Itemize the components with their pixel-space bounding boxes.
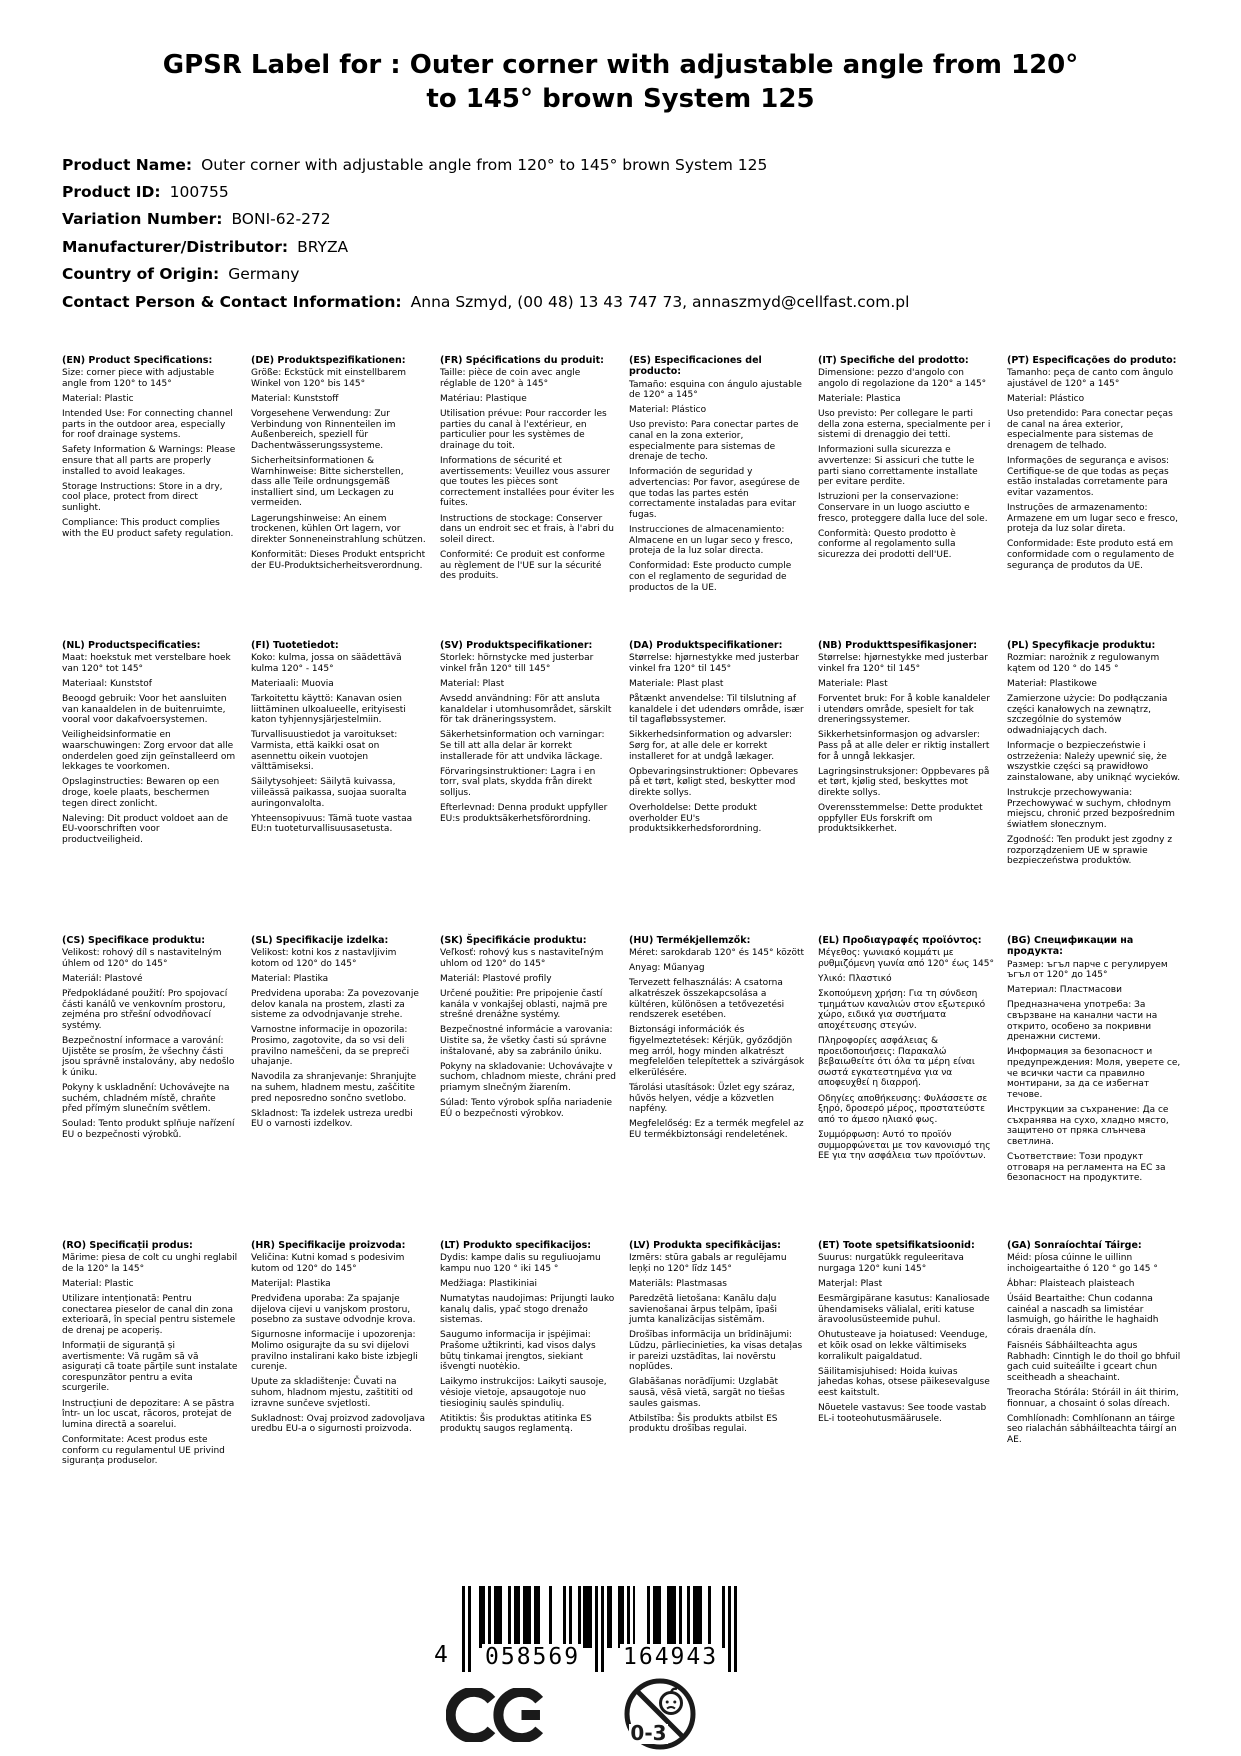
spec-cell <box>1007 640 1183 935</box>
spec-paragraph: Materiale: Plast plast <box>629 678 724 689</box>
spec-cell <box>818 1240 994 1471</box>
spec-cell <box>62 1240 238 1471</box>
spec-paragraph: Predviđena uporaba: Za spajanje dijelova cijevi u vanjskom prostoru, posebno za sustave odvodnje krova. <box>251 1294 416 1326</box>
spec-paragraph: Dydis: kampe dalis su reguliuojamu kampu nuo 120 ° iki 145 ° <box>440 1253 601 1274</box>
spec-paragraph: Veiligheidsinformatie en waarschuwingen: Zorg ervoor dat alle onderdelen goed zijn geïnstalleerd om lekkages te voorkomen. <box>62 730 236 773</box>
spec-heading: (PL) Specyfikacje produktu: <box>1007 639 1156 651</box>
spec-paragraph: Säilitamisjuhised: Hoida kuivas jahedas kohas, otsese päikesevalguse eest kaitstult. <box>818 1366 990 1398</box>
spec-paragraph: Upute za skladištenje: Čuvati na suhom, hladnom mjestu, zaštititi od izravne sunčeve svjetlosti. <box>251 1377 413 1409</box>
product-info-label: Product Name: <box>62 155 193 174</box>
spec-paragraph: Medžiaga: Plastikiniai <box>440 1278 537 1289</box>
spec-paragraph: Materiał: Plastikowe <box>1007 678 1097 689</box>
spec-paragraph: Μέγεθος: γωνιακό κομμάτι με ρυθμιζόμενη γωνία από 120° έως 145° <box>818 948 994 969</box>
spec-paragraph: Drošības informācija un brīdinājumi: Lūdzu, pārliecinieties, ka visas detaļas ir pareizi uzstādītas, lai novērstu noplūdes. <box>629 1330 803 1373</box>
spec-paragraph: Uso previsto: Per collegare le parti della zona esterna, specialmente per i sistemi di drenaggio dei tetti. <box>818 409 991 441</box>
spec-paragraph: Sikkerhedsinformation og advarsler: Sørg for, at alle dele er korrekt installeret for at undgå lækager. <box>629 730 792 762</box>
spec-paragraph: Lagringsinstruksjoner: Oppbevares på et tørt, kjølig sted, beskyttes mot direkte sollys. <box>818 766 990 798</box>
spec-paragraph: Méid: píosa cúinne le uillinn inchoigeartaithe ó 120 ° go 145 ° <box>1007 1253 1158 1274</box>
spec-heading: (DE) Produktspezifikationen: <box>251 354 406 366</box>
spec-heading: (SL) Specifikacije izdelka: <box>251 934 389 946</box>
spec-heading: (HR) Specifikacije proizvoda: <box>251 1239 406 1251</box>
spec-paragraph: Størrelse: hjørnestykke med justerbar vinkel fra 120° til 145° <box>629 653 799 674</box>
barcode <box>434 1586 737 1672</box>
spec-paragraph: Comhlíonadh: Comhlíonann an táirge seo rialachán sábháilteachta táirgí an AE. <box>1007 1413 1177 1445</box>
ce-mark-icon <box>446 1688 550 1746</box>
spec-body <box>1007 368 1183 571</box>
spec-cell <box>251 355 427 640</box>
spec-body <box>251 368 427 571</box>
spec-paragraph: Größe: Eckstück mit einstellbarem Winkel von 120° bis 145° <box>251 368 407 389</box>
spec-cell <box>62 640 238 935</box>
spec-paragraph: Navodila za shranjevanje: Shranjujte na suhem, hladnem mestu, zaščitite pred neposredno sončno svetlobo. <box>251 1072 417 1104</box>
spec-paragraph: Pokyny k uskladnění: Uchovávejte na suchém, chladném místě, chraňte před přímým slunečním světlem. <box>62 1082 230 1115</box>
spec-body <box>629 1253 805 1435</box>
spec-cell <box>251 640 427 935</box>
spec-paragraph: Материал: Пластмасови <box>1007 985 1122 996</box>
baby-face-icon <box>661 1689 682 1714</box>
spec-paragraph: Zgodność: Ten produkt jest zgodny z rozporządzeniem UE w sprawie bezpieczeństwa produktów. <box>1007 834 1173 867</box>
spec-body <box>440 948 616 1119</box>
spec-cell <box>62 355 238 640</box>
spec-paragraph: Инструкции за съхранение: Да се съхранява на сухо, хладно място, защитено от пряка слънчева светлина. <box>1007 1104 1169 1147</box>
spec-paragraph: Tamaño: esquina con ángulo ajustable de 120° a 145° <box>629 379 802 401</box>
spec-paragraph: Materiale: Plast <box>818 678 888 689</box>
spec-paragraph: Paredzētā lietošana: Kanālu daļu savienošanai ārpus telpām, īpaši jumta kanalizācijas sistēmām. <box>629 1294 777 1326</box>
spec-paragraph: Съответствие: Този продукт отговаря на регламента на ЕС за безопасност на продуктите. <box>1007 1151 1166 1184</box>
spec-paragraph: Overholdelse: Dette produkt overholder EU's produktsikkerhedsforordning. <box>629 803 762 835</box>
spec-paragraph: Информация за безопасност и предупреждения: Моля, уверете се, че всички части са правилно монтирани, за да се избегнат течове. <box>1007 1047 1181 1100</box>
spec-paragraph: Instruções de armazenamento: Armazene em um lugar seco e fresco, proteja da luz solar direta. <box>1007 502 1178 535</box>
spec-paragraph: Yhteensopivuus: Tämä tuote vastaa EU:n tuoteturvallisuusasetusta. <box>251 813 413 835</box>
spec-paragraph: Úsáid Beartaithe: Chun codanna cainéal a nascadh sa limistéar lasmuigh, go háirithe le haghaidh córais draenála dín. <box>1007 1294 1159 1336</box>
spec-body <box>1007 1253 1183 1445</box>
spec-paragraph: Ohutusteave ja hoiatused: Veenduge, et kõik osad on lekke vältimiseks korralikult paigaldatud. <box>818 1330 988 1362</box>
spec-paragraph: Størrelse: hjørnestykke med justerbar vinkel fra 120° til 145° <box>818 653 988 674</box>
age-warning-0-3-icon <box>622 1676 698 1756</box>
spec-cell <box>629 935 805 1240</box>
spec-heading: (NB) Produkttspesifikasjoner: <box>818 639 978 651</box>
spec-paragraph: Material: Plástico <box>629 405 707 416</box>
spec-paragraph: Material: Plast <box>440 678 505 689</box>
spec-heading: (LV) Produkta specifikācijas: <box>629 1239 781 1251</box>
spec-cell <box>251 1240 427 1471</box>
spec-paragraph: Utilizare intenționată: Pentru conectarea pieselor de canal din zona exterioară, în special pentru sistemele de drenaj pe acoperiș. <box>62 1294 236 1336</box>
spec-paragraph: Instrucciones de almacenamiento: Almacene en un lugar seco y fresco, proteja de la luz solar directa. <box>629 524 793 557</box>
product-info-row <box>62 292 1241 313</box>
spec-paragraph: Safety Information & Warnings: Please ensure that all parts are properly installed to avoid leakages. <box>62 445 236 477</box>
barcode-right-digits: 164943 <box>620 1644 721 1670</box>
spec-paragraph: Atitiktis: Šis produktas atitinka ES produktų saugos reglamentą. <box>440 1413 592 1435</box>
spec-heading: (HU) Termékjellemzők: <box>629 934 751 946</box>
spec-paragraph: Conformidade: Este produto está em conformidade com o regulamento de segurança de produtos da UE. <box>1007 539 1175 571</box>
spec-paragraph: Informazioni sulla sicurezza e avvertenze: Si assicuri che tutte le parti siano correttamente installate per evitare perdite. <box>818 445 978 488</box>
spec-paragraph: Compliance: This product complies with the EU product safety regulation. <box>62 518 234 539</box>
spec-heading: (EL) Προδιαγραφές προϊόντος: <box>818 934 982 946</box>
spec-paragraph: Sukladnost: Ovaj proizvod zadovoljava uredbu EU-a o sigurnosti proizvoda. <box>251 1413 425 1435</box>
spec-heading: (DA) Produktspecifikationer: <box>629 639 783 651</box>
spec-cell <box>818 640 994 935</box>
spec-paragraph: Opbevaringsinstruktioner: Opbevares på et tørt, køligt sted, beskytter mod direkte sollys. <box>629 766 799 798</box>
spec-paragraph: Saugumo informacija ir įspėjimai: Prašome užtikrinti, kad visos dalys būtų tinkamai įrengtos, siekiant išvengti nuotėkio. <box>440 1330 596 1373</box>
spec-heading: (BG) Спецификации на продукта: <box>1007 934 1134 958</box>
spec-paragraph: Atbilstība: Šis produkts atbilst ES produktu drošības regulai. <box>629 1413 778 1435</box>
spec-paragraph: Intended Use: For connecting channel parts in the outdoor area, especially for roof drainage systems. <box>62 409 233 441</box>
spec-paragraph: Tarkoitettu käyttö: Kanavan osien liittäminen ulkoalueelle, erityisesti katon tyhjennysjärjestelmiin. <box>251 694 406 726</box>
spec-paragraph: Treoracha Stórála: Stóráil in áit thirim, fionnuar, a chosaint ó solas díreach. <box>1007 1387 1179 1409</box>
product-info-label: Manufacturer/Distributor: <box>62 237 289 256</box>
spec-cell <box>1007 1240 1183 1471</box>
spec-heading: (PT) Especificações do produto: <box>1007 354 1177 366</box>
spec-body <box>251 948 427 1130</box>
spec-paragraph: Οδηγίες αποθήκευσης: Φυλάσσετε σε ξηρό, δροσερό μέρος, προστατεύστε από το άμεσο ηλιακό φως. <box>818 1093 988 1125</box>
spec-paragraph: Maat: hoekstuk met verstelbare hoek van 120° tot 145° <box>62 653 231 674</box>
spec-paragraph: Soulad: Tento produkt splňuje nařízení EU o bezpečnosti výrobků. <box>62 1119 235 1140</box>
spec-paragraph: Sikkerhetsinformasjon og advarsler: Pass på at alle deler er riktig installert for å unngå lekkasjer. <box>818 730 990 762</box>
spec-paragraph: Informations de sécurité et avertissements: Veuillez vous assurer que toutes les pièces sont correctement installées pour éviter les fuites. <box>440 456 615 509</box>
spec-paragraph: Méret: sarokdarab 120° és 145° között <box>629 948 805 959</box>
spec-paragraph: Veľkosť: rohový kus s nastaviteľným uhlom od 120° do 145° <box>440 948 604 969</box>
spec-paragraph: Instructions de stockage: Conserver dans un endroit sec et frais, à l'abri du soleil direct. <box>440 513 614 545</box>
spec-paragraph: Información de seguridad y advertencias: Por favor, asegúrese de que todas las partes estén correctamente instaladas para evitar fugas. <box>629 467 800 520</box>
spec-paragraph: Conformité: Ce produit est conforme au règlement de l'UE sur la sécurité des produits. <box>440 549 605 582</box>
spec-paragraph: Utilisation prévue: Pour raccorder les parties du canal à l'extérieur, en particulier pour les systèmes de drainage du toit. <box>440 409 607 451</box>
spec-cell <box>1007 355 1183 640</box>
spec-cell <box>440 1240 616 1471</box>
spec-heading: (RO) Specificații produs: <box>62 1239 193 1251</box>
spec-paragraph: Säilytysohjeet: Säilytä kuivassa, viileässä paikassa, suojaa suoralta auringonvalolta. <box>251 777 407 809</box>
spec-heading: (FI) Tuotetiedot: <box>251 639 339 651</box>
product-info-value: 100755 <box>169 183 229 201</box>
spec-heading: (LT) Produkto specifikacijos: <box>440 1239 592 1251</box>
spec-paragraph: Πληροφορίες ασφάλειας & προειδοποιήσεις: Παρακαλώ βεβαιωθείτε ότι όλα τα μέρη είναι σωστά εγκατεστημένα για να αποφευχθεί η διαρροή. <box>818 1036 975 1089</box>
spec-cell <box>629 1240 805 1471</box>
spec-paragraph: Informații de siguranță și avertismente: Vă rugăm să vă asigurați că toate părțile sunt instalate corespunzător pentru a evita scurgerile. <box>62 1341 238 1394</box>
spec-paragraph: Σκοπούμενη χρήση: Για τη σύνδεση τμημάτων καναλιών στον εξωτερικό χώρο, ειδικά για συστήματα αποχέτευσης στεγών. <box>818 989 986 1031</box>
product-info-row <box>62 237 1241 258</box>
spec-body <box>629 653 805 835</box>
spec-cell <box>629 640 805 935</box>
spec-paragraph: Faisnéis Sábháilteachta agus Rabhadh: Cinntigh le do thoil go bhfuil gach cuid suiteáilte i gceart chun sceitheadh a sheachaint. <box>1007 1341 1181 1383</box>
spec-heading: (CS) Specifikace produktu: <box>62 934 206 946</box>
spec-paragraph: Určené použitie: Pre pripojenie častí kanála v vonkajšej oblasti, najmä pre strešné drenážne systémy. <box>440 989 608 1021</box>
barcode-left-digits: 058569 <box>482 1644 583 1670</box>
spec-paragraph: Συμμόρφωση: Αυτό το προϊόν συμμορφώνεται με τον κανονισμό της ΕΕ για την ασφάλεια των προϊόντων. <box>818 1129 991 1162</box>
product-info-label: Contact Person & Contact Information: <box>62 292 402 311</box>
spec-paragraph: Uso previsto: Para conectar partes de canal en la zona exterior, especialmente para sistemas de drenaje de techo. <box>629 420 799 463</box>
spec-paragraph: Materiál: Plastové <box>62 973 143 984</box>
spec-paragraph: Ábhar: Plaisteach plaisteach <box>1007 1278 1135 1289</box>
spec-paragraph: Υλικό: Πλαστικό <box>818 973 892 984</box>
spec-cell <box>440 935 616 1240</box>
spec-cell <box>440 640 616 935</box>
spec-paragraph: Materjal: Plast <box>818 1278 883 1289</box>
spec-paragraph: Nõuetele vastavus: See toode vastab EL-i tooteohutusmäärusele. <box>818 1403 987 1424</box>
spec-paragraph: Dimensione: pezzo d'angolo con angolo di regolazione da 120° a 145° <box>818 368 987 389</box>
spec-heading: (ES) Especificaciones del producto: <box>629 354 762 378</box>
page-title: GPSR Label for : Outer corner with adjustable angle from 120° to 145° brown System 125 <box>162 50 1079 115</box>
spec-paragraph: Materiál: Plastové profily <box>440 973 552 984</box>
product-info-row <box>62 209 1241 230</box>
spec-paragraph: Rozmiar: narożnik z regulowanym kątem od 120 ° do 145 ° <box>1007 653 1160 674</box>
spec-heading: (GA) Sonraíochtaí Táirge: <box>1007 1239 1142 1251</box>
spec-paragraph: Naleving: Dit product voldoet aan de EU-voorschriften voor productveiligheid. <box>62 813 229 845</box>
spec-paragraph: Předpokládané použití: Pro spojovací části kanálů ve venkovním prostoru, zejména pro střešní odvodňovací systémy. <box>62 989 228 1031</box>
spec-cell <box>62 935 238 1240</box>
spec-paragraph: Material: Plastic <box>62 393 134 404</box>
spec-cell <box>818 355 994 640</box>
product-info-value: BRYZA <box>297 237 349 256</box>
spec-paragraph: Materijal: Plastika <box>251 1278 331 1289</box>
spec-paragraph: Material: Plastic <box>62 1278 134 1289</box>
barcode-bar <box>734 1586 737 1672</box>
spec-paragraph: Material: Plastika <box>251 973 329 984</box>
product-info-value: Anna Szmyd, (00 48) 13 43 747 73, annaszmyd@cellfast.com.pl <box>410 292 910 311</box>
spec-paragraph: Súlad: Tento výrobok spĺňa nariadenie EÚ o bezpečnosti výrobkov. <box>440 1098 613 1119</box>
spec-paragraph: Vorgesehene Verwendung: Zur Verbindung von Rinnenteilen im Außenbereich, speziell für Dachentwässerungssysteme. <box>251 409 396 451</box>
spec-paragraph: Efterlevnad: Denna produkt uppfyller EU:s produktsäkerhetsförordning. <box>440 803 608 824</box>
spec-heading: (IT) Specifiche del prodotto: <box>818 354 969 366</box>
spec-paragraph: Bezpečnostní informace a varování: Ujistěte se prosím, že všechny části jsou správně instalovány, aby nedošlo k úniku. <box>62 1036 235 1078</box>
age-warning-label: 0-3 <box>630 1721 667 1745</box>
product-info-label: Product ID: <box>62 183 161 201</box>
spec-paragraph: Предназначена употреба: За свързване на канални части на открито, особено за покривни дренажни системи. <box>1007 1000 1158 1043</box>
spec-paragraph: Material: Kunststoff <box>251 393 339 404</box>
product-info-section <box>62 155 1241 313</box>
spec-paragraph: Размер: ъгъл парче с регулируем ъгъл от 120° до 145° <box>1007 959 1168 981</box>
spec-paragraph: Instrucțiuni de depozitare: A se păstra într- un loc uscat, răcoros, protejat de lumina directă a soarelui. <box>62 1398 235 1430</box>
spec-heading: (EN) Product Specifications: <box>62 354 213 366</box>
spec-paragraph: Informações de segurança e avisos: Certifique-se de que todas as peças estão instaladas corretamente para evitar vazamentos. <box>1007 456 1170 498</box>
spec-paragraph: Laikymo instrukcijos: Laikyti sausoje, vėsioje vietoje, apsaugotoje nuo tiesioginių saulės spindulių. <box>440 1377 607 1409</box>
spec-paragraph: Materiaal: Kunststof <box>62 678 152 689</box>
spec-body <box>1007 960 1183 1184</box>
product-info-row <box>62 155 1241 176</box>
spec-heading: (ET) Toote spetsifikatsioonid: <box>818 1239 975 1251</box>
spec-paragraph: Numatytas naudojimas: Prijungti lauko kanalų dalis, ypač stogo drenažo sistemas. <box>440 1294 615 1326</box>
spec-paragraph: Sigurnosne informacije i upozorenja: Molimo osigurajte da su svi dijelovi pravilno instalirani kako biste izbjegli curenje. <box>251 1330 418 1373</box>
spec-body <box>62 368 238 539</box>
spec-paragraph: Anyag: Műanyag <box>629 963 705 974</box>
spec-body <box>251 653 427 835</box>
spec-body <box>629 948 805 1140</box>
spec-paragraph: Materiaali: Muovia <box>251 678 334 689</box>
spec-cell <box>1007 935 1183 1240</box>
spec-paragraph: Overensstemmelse: Dette produktet oppfyller EUs forskrift om produktsikkerhet. <box>818 803 983 835</box>
spec-body <box>818 368 994 560</box>
spec-heading: (SK) Špecifikácie produktu: <box>440 934 587 946</box>
spec-paragraph: Informacje o bezpieczeństwie i ostrzeżenia: Należy upewnić się, że wszystkie części są prawidłowo zainstalowane, aby uniknąć wycieków. <box>1007 741 1181 783</box>
spec-paragraph: Turvallisuustiedot ja varoitukset: Varmista, että kaikki osat on asennettu oikein vuotojen välttämiseksi. <box>251 730 398 773</box>
spec-heading: (SV) Produktspecifikationer: <box>440 639 593 651</box>
spec-paragraph: Suurus: nurgatükk reguleeritava nurgaga 120° kuni 145° <box>818 1253 964 1274</box>
spec-heading: (FR) Spécifications du produit: <box>440 354 604 366</box>
spec-body <box>62 1253 238 1466</box>
spec-body <box>251 1253 427 1435</box>
spec-paragraph: Matériau: Plastique <box>440 393 527 404</box>
spec-paragraph: Veličina: Kutni komad s podesivim kutom od 120° do 145° <box>251 1253 405 1274</box>
product-info-value: Germany <box>228 265 300 284</box>
spec-paragraph: Forventet bruk: For å koble kanaldeler i utendørs område, spesielt for tak dreneringssystemer. <box>818 694 990 726</box>
spec-paragraph: Materiale: Plastica <box>818 393 901 404</box>
spec-paragraph: Predvidena uporaba: Za povezovanje delov kanala na prostem, zlasti za sisteme za odvodnjavanje strehe. <box>251 989 419 1021</box>
spec-body <box>440 1253 616 1435</box>
spec-body <box>629 380 805 593</box>
spec-paragraph: Glabāšanas norādījumi: Uzglabāt sausā, vēsā vietā, sargāt no tiešas saules gaismas. <box>629 1377 785 1409</box>
spec-paragraph: Varnostne informacije in opozorila: Prosimo, zagotovite, da so vsi deli pravilno nameščeni, da se prepreči uhajanje. <box>251 1025 410 1068</box>
spec-body <box>440 368 616 581</box>
spec-body <box>818 653 994 835</box>
spec-paragraph: Opslaginstructies: Bewaren op een droge, koele plaats, beschermen tegen direct zonlicht. <box>62 777 220 809</box>
product-info-label: Country of Origin: <box>62 265 220 284</box>
spec-paragraph: Storage Instructions: Store in a dry, cool place, protect from direct sunlight. <box>62 481 223 513</box>
spec-paragraph: Conformitate: Acest produs este conform cu regulamentul UE privind siguranța produselor. <box>62 1434 225 1467</box>
spec-paragraph: Tamanho: peça de canto com ângulo ajustável de 120° a 145° <box>1007 368 1174 389</box>
spec-paragraph: Lagerungshinweise: An einem trockenen, kühlen Ort lagern, vor direkter Sonneneinstrahlung schützen. <box>251 513 426 545</box>
spec-paragraph: Velikost: kotni kos z nastavljivim kotom od 120° do 145° <box>251 948 397 969</box>
product-info-row <box>62 182 1241 203</box>
spec-paragraph: Sicherheitsinformationen & Warnhinweise: Bitte sicherstellen, dass alle Teile ordnungsgemäß installiert sind, um Leckagen zu vermeiden. <box>251 456 404 509</box>
spec-body <box>1007 653 1183 866</box>
spec-paragraph: Material: Plástico <box>1007 393 1085 404</box>
spec-paragraph: Avsedd användning: För att ansluta kanaldelar i utomhusområdet, särskilt för tak dräneringssystem. <box>440 694 612 726</box>
spec-paragraph: Velikost: rohový díl s nastavitelným úhlem od 120° do 145° <box>62 948 222 969</box>
spec-paragraph: Pokyny na skladovanie: Uchovávajte v suchom, chladnom mieste, chráni pred priamym slnečným žiarením. <box>440 1061 616 1093</box>
spec-paragraph: Konformität: Dieses Produkt entspricht der EU-Produktsicherheitsverordnung. <box>251 549 426 571</box>
spec-body <box>818 948 994 1161</box>
spec-paragraph: Bezpečnostné informácie a varovania: Uistite sa, že všetky časti sú správne inštalované, aby sa zabránilo úniku. <box>440 1025 613 1057</box>
spec-paragraph: Storlek: hörnstycke med justerbar vinkel från 120° till 145° <box>440 653 594 674</box>
spec-body <box>62 948 238 1140</box>
spec-paragraph: Istruzioni per la conservazione: Conservare in un luogo asciutto e fresco, proteggere dalla luce del sole. <box>818 492 988 524</box>
spec-paragraph: Conformità: Questo prodotto è conforme al regolamento sulla sicurezza dei prodotti dell'UE. <box>818 528 956 560</box>
spec-paragraph: Tárolási utasítások: Üzlet egy száraz, hűvös helyen, védje a közvetlen napfény. <box>629 1082 795 1115</box>
spec-paragraph: Påtænkt anvendelse: Til tilslutning af kanaldele i det udendørs område, især til tagafløbssystemer. <box>629 694 804 726</box>
spec-body <box>818 1253 994 1424</box>
spec-paragraph: Zamierzone użycie: Do podłączania części kanałowych na zewnątrz, szczególnie do systemów odwadniających dach. <box>1007 694 1168 736</box>
spec-cell <box>251 935 427 1240</box>
spec-paragraph: Förvaringsinstruktioner: Lagra i en torr, sval plats, skydda från direkt solljus. <box>440 766 596 798</box>
product-info-row <box>62 264 1241 285</box>
spec-paragraph: Uso pretendido: Para conectar peças de canal na área exterior, especialmente para sistemas de drenagem de telhado. <box>1007 409 1173 451</box>
barcode-lead-digit: 4 <box>434 1642 448 1668</box>
spec-paragraph: Koko: kulma, jossa on säädettävä kulma 120° - 145° <box>251 653 402 674</box>
product-info-label: Variation Number: <box>62 210 223 229</box>
spec-paragraph: Megfelelőség: Ez a termék megfelel az EU termékbiztonsági rendeletének. <box>629 1119 804 1140</box>
product-info-value: Outer corner with adjustable angle from 120° to 145° brown System 125 <box>201 155 768 174</box>
spec-paragraph: Conformidad: Este producto cumple con el reglamento de seguridad de productos de la UE. <box>629 561 792 593</box>
spec-paragraph: Tervezett felhasználás: A csatorna alkatrészek összekapcsolása a kültéren, különösen a tetővezetési rendszerek esetében. <box>629 978 785 1021</box>
spec-body <box>62 653 238 845</box>
spec-paragraph: Biztonsági információk és figyelmeztetések: Kérjük, győződjön meg arról, hogy minden alkatrészt megfelelően telepítettek a szivárgások elkerülésére. <box>629 1025 805 1078</box>
spec-paragraph: Skladnost: Ta izdelek ustreza uredbi EU o varnosti izdelkov. <box>251 1108 413 1130</box>
spec-paragraph: Beoogd gebruik: Voor het aansluiten van kanaaldelen in de buitenruimte, vooral voor dakafvoersystemen. <box>62 694 227 726</box>
spec-body <box>440 653 616 824</box>
spec-cell <box>629 355 805 640</box>
spec-cell <box>440 355 616 640</box>
spec-paragraph: Materiāls: Plastmasas <box>629 1278 727 1289</box>
spec-paragraph: Instrukcje przechowywania: Przechowywać w suchym, chłodnym miejscu, chronić przed bezpośrednim światłem słonecznym. <box>1007 787 1175 830</box>
spec-paragraph: Taille: pièce de coin avec angle réglable de 120° à 145° <box>440 368 581 389</box>
spec-paragraph: Säkerhetsinformation och varningar: Se till att alla delar är korrekt installerade för att undvika läckage. <box>440 730 605 762</box>
specifications-grid <box>62 355 1183 1471</box>
product-info-value: BONI-62-272 <box>231 210 331 229</box>
spec-paragraph: Mărime: piesa de colt cu unghi reglabil de la 120° la 145° <box>62 1253 238 1274</box>
spec-cell <box>818 935 994 1240</box>
spec-paragraph: Size: corner piece with adjustable angle from 120° to 145° <box>62 368 215 389</box>
spec-heading: (NL) Productspecificaties: <box>62 639 201 651</box>
spec-paragraph: Eesmärgipärane kasutus: Kanaliosade ühendamiseks välialal, eriti katuse äravoolusüsteemide puhul. <box>818 1294 990 1326</box>
spec-paragraph: Izmērs: stūra gabals ar regulējamu leņķi no 120° līdz 145° <box>629 1253 787 1274</box>
